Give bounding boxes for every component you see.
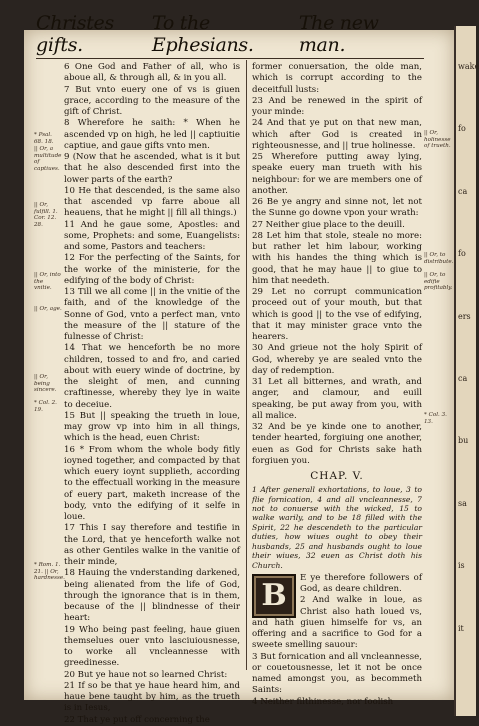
verse: 18 Hauing the vnderstanding darkened, being alienated from the life of God, through the ignorance that is in them, because of the || blindnesse of their heart: <box>64 568 240 624</box>
verse: 14 That we henceforth be no more children, tossed to and fro, and caried about with euery winde of doctrine, by the sleight of men, and cunning craftinesse, whereby they lye in waite to deceiue. <box>64 343 240 410</box>
verse: 4 Neither filthinesse, nor foolish <box>252 696 394 707</box>
margin-note: || Or, age. <box>34 306 62 312</box>
verse: 26 Be ye angry and sinne not, let not the Sunne go downe vpon your wrath: <box>252 197 422 219</box>
verse: 28 Let him that stole, steale no more: but rather let him labour, working with his handes the thing which is good, that he may haue || to giue to him that needeth. <box>252 230 422 286</box>
adjacent-page-fragment: bu <box>458 436 469 446</box>
verse: 16 * From whom the whole body fitly ioyned together, and compacted by that which euery ioynt supplieth, according to the effectuall working in the measure of euery part, maketh increase of the body, vnto the edifying of it selfe in loue. <box>64 444 240 522</box>
adjacent-page-fragment: ca <box>458 186 468 196</box>
adjacent-page-fragment: wake <box>458 62 479 71</box>
verse: 9 (Now that he ascended, what is it but that he also descended first into the lower parts of the earth? <box>64 152 240 185</box>
verse: 17 This I say therefore and testifie in the Lord, that ye henceforth walke not as other Gentiles walke in the vanitie of their minde, <box>64 523 240 567</box>
verse: former conuersation, the olde man, which is corrupt according to the deceitfull lusts: <box>252 62 422 95</box>
verse: 25 Wherefore putting away lying, speake euery man trueth with his neighbour: for we are members one of another. <box>252 152 422 196</box>
adjacent-page-fragment: fo <box>458 249 466 259</box>
verse: 7 But vnto euery one of vs is giuen grace, according to the measure of the gift of Christ. <box>64 84 240 117</box>
running-title-right: The new man. <box>298 12 379 56</box>
running-title-left: Christes gifts. <box>36 12 114 56</box>
margin-note: * Psal. 68. 18. <box>34 132 54 145</box>
header-rule <box>36 58 424 59</box>
margin-note: || Or, fulfill. 1. Cor. 12. 28. <box>34 202 58 228</box>
verse: 31 Let all bitternes, and wrath, and anger, and clamour, and euill speaking, be put away from you, with all malice. <box>252 377 422 421</box>
margin-note: || Or, a multitude of captiues. <box>34 146 62 172</box>
verse: 32 And be ye kinde one to another, tender hearted, forgiuing one another, euen as God for Christs sake hath forgiuen you. <box>252 422 422 466</box>
decorated-initial: B <box>252 574 296 618</box>
margin-note: * Col. 2. 19. <box>34 400 57 413</box>
adjacent-page-fragment: sa <box>458 498 467 508</box>
verse: 21 If so be that ye haue heard him, and haue bene taught by him, as the trueth is in Iesus, <box>64 680 240 714</box>
verse: 10 He that descended, is the same also that ascended vp farre aboue all heauens, that he might || fill all things.) <box>64 185 240 219</box>
margin-note: || Or, to edifie profitably. <box>424 272 453 292</box>
margin-note: * Rom. 1. 21. || Or, hardnesse. <box>34 562 65 582</box>
running-title-center: To the Ephesians. <box>151 12 254 56</box>
verse: 22 That ye put off concerning the <box>64 714 210 725</box>
verse: 11 And he gaue some, Apostles: and some, Prophets: and some, Euangelists: and some, Pastors and teachers: <box>64 219 240 252</box>
chapter-opening <box>252 573 422 708</box>
adjacent-page-fragment: ca <box>458 374 468 384</box>
verse: 23 And be renewed in the spirit of your minde: <box>252 95 422 117</box>
chapter-heading: CHAP. V. <box>310 470 364 482</box>
verse: E ye therefore followers of God, as deare children. <box>300 572 422 595</box>
margin-note: || Or, to distribute. <box>424 252 454 265</box>
verse: 6 One God and Father of all, who is aboue all, & through all, & in you all. <box>64 62 240 84</box>
verse: 30 And grieue not the holy Spirit of God, whereby ye are sealed vnto the day of redemption. <box>252 343 422 376</box>
adjacent-page-fragment: fo <box>458 124 466 134</box>
adjacent-page-edge <box>454 26 479 716</box>
running-title <box>36 12 416 56</box>
verse: 12 For the perfecting of the Saints, for the worke of the ministerie, for the edifying of the body of Christ: <box>64 253 240 286</box>
adjacent-page-fragment: ers <box>458 311 471 321</box>
verse: 24 And that ye put on that new man, which after God is created in righteousnesse, and || true holinesse. <box>252 118 422 151</box>
margin-note: * Col. 3. 13. <box>424 412 447 425</box>
verse: 20 But ye haue not so learned Christ: <box>64 669 228 680</box>
margin-note: || Or, being sincere. <box>34 374 57 394</box>
adjacent-page-fragment: is <box>458 561 465 571</box>
verse: 3 But fornication and all vncleannesse, or couetousnesse, let it not be once named amongst you, as becommeth Saints: <box>252 651 422 696</box>
verse: 29 Let no corrupt communication proceed out of your mouth, but that which is good || to the vse of edifying, that it may minister grace vnto the hearers. <box>252 287 422 342</box>
verse: 8 Wherefore he saith: * When he ascended vp on high, he led || captiuitie captiue, and gaue gifts vnto men. <box>64 118 240 151</box>
margin-note: || Or, into the vnitie. <box>34 272 61 292</box>
chapter-summary: 1 After generall exhortations, to loue, 3 to flie fornication, 4 and all vncleannesse, 7 not to conuerse with the wicked, 15 to walke warily, and to be 18 filled with the Spirit, 22 he descendeth to the particular duties, how wiues ought to obey their husbands, 25 and husbands ought to loue their wiues, 32 euen as Christ doth his Church. <box>252 485 422 570</box>
column-divider <box>246 60 247 670</box>
adjacent-page-text <box>456 62 479 634</box>
margin-note: || Or, holinesse of trueth. <box>424 130 451 150</box>
right-text-column <box>252 62 422 708</box>
verse: 2 And walke in loue, as Christ also hath loued vs, and hath giuen himselfe for vs, an offering and a sacrifice to God for a sweete smelling sauour: <box>252 595 422 651</box>
verse: 27 Neither giue place to the deuill. <box>252 219 405 230</box>
verse: 15 But || speaking the trueth in loue, may grow vp into him in all things, which is the head, euen Christ: <box>64 410 240 444</box>
adjacent-page-fragment: it <box>458 623 464 633</box>
verse: 19 Who being past feeling, haue giuen themselues ouer vnto lasciuiousnesse, to worke all vncleannesse with greedinesse. <box>64 624 240 669</box>
left-text-column <box>64 62 240 726</box>
verse: 13 Till we all come || in the vnitie of the faith, and of the knowledge of the Sonne of God, vnto a perfect man, vnto the measure of the || stature of the fulnesse of Christ: <box>64 287 240 342</box>
